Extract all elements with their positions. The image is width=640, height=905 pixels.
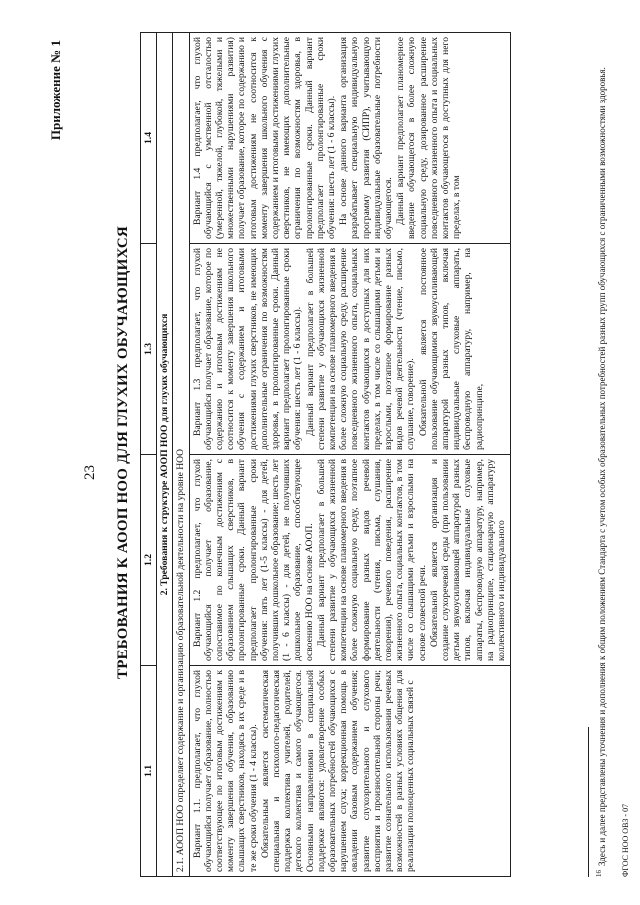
paragraph: Данный вариант предполагает в большей степени развитие у обучающихся жизненной компетенции на основе планомерного введения в более сложную социальную среду, расширение повседневного жизненного опыта, социальных контактов обучающихся в доступных для них пределах, в том числе со слышащими детьми и взрослыми, поэтапное формирование разных видов речевой деятельности (чтение, письмо, слушание, говорение).: [304, 248, 417, 450]
page-title: ТРЕБОВАНИЯ К АООП НОО ДЛЯ ГЛУХИХ ОБУЧАЮЩИХСЯ: [115, 226, 131, 679]
column-header-row: [141, 33, 157, 877]
content-row: [189, 33, 511, 877]
paragraph: Обязательным является систематическая специальная и психолого-педагогическая поддержка коллектива учителей, родителей, детского коллектива и самого обучающегося. Основными направлениями в специальной поддержке являются: удовлетворение особых образовательных потребностей обучающихся с нарушением слуха; коррекционная помощь в овладении базовым содержанием обучения; развитие слухозрительного и слухового восприятия и произносительной стороны речи; развитие сознательного использования речевых возможностей в разных условиях общения для реализации полноценных социальных связей с: [259, 670, 417, 872]
footnote: [594, 37, 608, 877]
paragraph: Обязательной является постоянное пользование обучающимися звукоусиливающей аппаратурой разных типов, включая индивидуальные слуховые аппараты, беспроводную аппаратуру, например, на радиопринципе,: [417, 248, 485, 450]
paragraph: Вариант 1.4 предполагает, что глухой обучающийся с умственной отсталостью (умеренной, тяжелой, глубокой, тяжелыми и множественными нарушениями развития) получает образование, которое по содержанию и итоговым достижениям не соотносится к моменту завершения школьного обучения с содержанием и итоговыми достижениями глухих сверстников, не имеющих дополнительные ограничения по возможностям здоровья, в пролонгированные сроки. Данный вариант предполагает пролонгированные сроки обучения: шесть лет (1 - 6 классы).: [191, 37, 338, 239]
section-heading: 2. Требования к структуре АООП НОО для глухих обучающихся: [157, 33, 173, 877]
footnote-text: Здесь и далее представлены уточнения и дополнения к общим положениям Стандарта с учетом особых образовательных потребностей разных групп обучающихся с ограниченными возможностями здоровья.: [597, 67, 607, 866]
footnote-divider: [588, 727, 589, 877]
paragraph: Вариант 1.2 предполагает, что глухой обучающийся получает образование, сопоставимое по конечным достижениям с образованием слышащих сверстников, в пролонгированные сроки. Данный вариант предполагает пролонгированные сроки обучения: пять лет (1-5 классы) - для детей, получивших дошкольное образование; шесть лет (1 - 6 классы) - для детей, не получивших дошкольное образование, способствующее освоению НОО на основе АООП.: [191, 459, 315, 661]
cell-variant-1-3: [189, 244, 511, 455]
requirements-table: [140, 32, 511, 877]
column-header-1-3: 1.3: [141, 244, 157, 455]
cell-variant-1-2: [189, 455, 511, 666]
subsection-heading: 2.1. АООП НОО определяет содержание и организацию образовательной деятельности на уровне НОО: [173, 33, 189, 877]
paragraph: На основе данного варианта организация разрабатывает специальную индивидуальную программу развития (СИПР), учитывающую индивидуальные образовательные потребности обучающегося.: [338, 37, 395, 239]
cell-variant-1-1: [189, 666, 511, 877]
page-number: 23: [82, 465, 98, 480]
appendix-label: Приложение № 1: [48, 40, 63, 141]
paragraph: Вариант 1.1. предполагает, что глухой обучающийся получает образование, полностью соответствующее по итоговым достижениям к моменту завершения обучения, образованию слышащих сверстников, находясь в их среде и в те же сроки обучения (1 - 4 классы).: [191, 670, 259, 872]
cell-variant-1-4: [189, 33, 511, 244]
paragraph: Данный вариант предполагает планомерное введение обучающегося в более сложную социальную среду, дозированное расширение повседневного жизненного опыта и социальных контактов обучающегося в доступных для него пределах, в том: [395, 37, 463, 239]
paragraph: Данный вариант предполагает в большей степени развитие у обучающихся жизненной компетенции на основе планомерного введения в более сложную социальную среду, поэтапное формирование разных видов речевой деятельности (чтения, письма, слушания, говорения), речевого поведения, расширение жизненного опыта, социальных контактов, в том числе со слышащими детьми и взрослыми на основе словесной речи.: [315, 459, 428, 661]
column-header-1-4: 1.4: [141, 33, 157, 244]
paragraph: Обязательной является организация и создание слухоречевой среды (при пользовании детьми звукоусиливающей аппаратурой разных типов, включая индивидуальные слуховые аппараты, беспроводную аппаратуру, например, на радиопринципе, стационарную аппаратуру коллективного и индивидуального: [428, 459, 508, 661]
paragraph: Вариант 1.3 предполагает, что глухой обучающийся получает образование, которое по содержанию и итоговым достижениям не соотносится к моменту завершения школьного обучения с содержанием и итоговыми достижениями глухих сверстников, не имеющих дополнительные ограничения по возможностям здоровья, в пролонгированные сроки. Данный вариант предполагает пролонгированные сроки обучения: шесть лет (1 - 6 классы).: [191, 248, 304, 450]
column-header-1-2: 1.2: [141, 455, 157, 666]
section-heading-row: [157, 33, 173, 877]
document-code: ФГОС НОО ОВЗ - 07: [621, 803, 630, 877]
subsection-row: [173, 33, 189, 877]
column-header-1-1: 1.1: [141, 666, 157, 877]
footnote-marker: 16: [595, 870, 603, 877]
